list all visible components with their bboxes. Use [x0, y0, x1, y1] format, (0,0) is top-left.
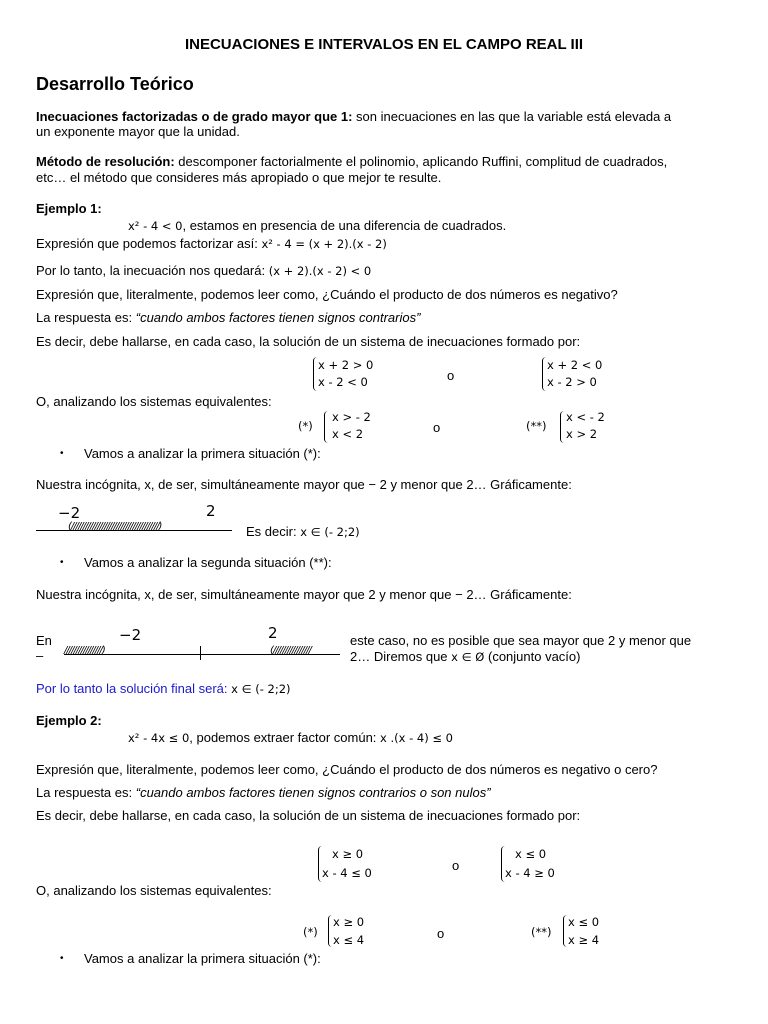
- graph-1-conclusion: [246, 524, 360, 539]
- tanto-text: Por lo tanto, la inecuación nos quedará:: [36, 263, 266, 278]
- equiv-a-line-1: x > - 2: [332, 410, 371, 424]
- graph-2-text-3: (conjunto vacío): [487, 649, 581, 664]
- graph-2-hatched-left: ////////////////): [64, 645, 105, 656]
- answer-text-2: “cuando ambos factores tienen signos contrarios o son nulos”: [135, 785, 491, 800]
- empty-set-math: x ∈ Ø: [451, 650, 485, 664]
- ex2-or-connector-2: o: [437, 926, 445, 941]
- graph-2-dash: –: [36, 648, 44, 663]
- graph-2-right-label: 2: [268, 624, 278, 642]
- ex2-or-connector: o: [452, 858, 460, 873]
- example-2-question: Expresión que, literalmente, podemos leer como, ¿Cuándo el producto de dos números es negativo o cero?: [36, 762, 658, 777]
- graph-1-hatched-interval: (/////////////////////////////////////): [68, 521, 162, 532]
- equiv-b-label: (**): [526, 419, 547, 433]
- system-a-line-1: x + 2 > 0: [318, 358, 374, 372]
- definition-line-1: [36, 109, 671, 124]
- bullet-first-case: Vamos a analizar la primera situación (*):: [84, 446, 321, 461]
- equivalent-systems-text: O, analizando los sistemas equivalentes:: [36, 394, 272, 409]
- system-b-line-1: x + 2 < 0: [547, 358, 603, 372]
- example-2-answer: [36, 785, 491, 800]
- or-connector: o: [447, 368, 455, 383]
- final-solution-math: x ∈ (- 2;2): [231, 682, 291, 696]
- bullet: •: [60, 953, 64, 964]
- or-connector-2: o: [433, 420, 441, 435]
- factor-text: Expresión que podemos factorizar así:: [36, 236, 258, 251]
- graph-2-text-1: este caso, no es posible que sea mayor que 2 y menor que: [350, 633, 692, 648]
- example-1-tanto-line: [36, 263, 371, 278]
- ex2-system-a-line-2: x - 4 ≤ 0: [322, 866, 372, 880]
- definition-text-1: son inecuaciones en las que la variable está elevada a: [352, 109, 672, 124]
- graph-2-text-2: 2… Diremos que: [350, 649, 448, 664]
- system-b-line-2: x - 2 > 0: [547, 375, 597, 389]
- answer-label-2: La respuesta es:: [36, 785, 136, 800]
- ex2-system-b-line-2: x - 4 ≥ 0: [505, 866, 555, 880]
- graph-1-es-decir: Es decir:: [246, 524, 297, 539]
- example-1-es-decir: Es decir, debe hallarse, en cada caso, la solución de un sistema de inecuaciones formado por:: [36, 334, 581, 349]
- ex2-equiv-a-line-1: x ≥ 0: [333, 915, 365, 929]
- graph-1-right-label: 2: [206, 502, 216, 520]
- answer-label: La respuesta es:: [36, 310, 136, 325]
- example-1-answer: [36, 310, 420, 325]
- tanto-math: (x + 2).(x - 2) < 0: [268, 264, 372, 278]
- system-a-line-2: x - 2 < 0: [318, 375, 368, 389]
- graph-2-hatched-right: (////////////////: [270, 645, 311, 656]
- case-2-description: Nuestra incógnita, x, de ser, simultáneamente mayor que 2 y menor que − 2… Gráficamente:: [36, 587, 572, 602]
- graph-2-center-tick: [200, 646, 201, 660]
- bullet: •: [60, 557, 64, 568]
- example-1-question: Expresión que, literalmente, podemos leer como, ¿Cuándo el producto de dos números es negativo?: [36, 287, 618, 302]
- graph-2-en: En: [36, 633, 52, 648]
- equiv-b-line-1: x < - 2: [566, 410, 605, 424]
- graph-1-left-label: −2: [58, 504, 81, 522]
- example-2-factor-math: x .(x - 4) ≤ 0: [380, 731, 453, 745]
- method-text-2: etc… el método que consideres más apropiado o que mejor te resulte.: [36, 170, 442, 185]
- example-1-statement-text: , estamos en presencia de una diferencia de cuadrados.: [182, 218, 507, 233]
- example-1-factor-line: [36, 236, 387, 251]
- ex2-bullet-first-case: Vamos a analizar la primera situación (*):: [84, 951, 321, 966]
- ex2-equiv-b-line-2: x ≥ 4: [568, 933, 600, 947]
- equiv-a-line-2: x < 2: [332, 427, 364, 441]
- example-1-statement: [128, 218, 506, 233]
- page-title: INECUACIONES E INTERVALOS EN EL CAMPO REAL III: [184, 36, 584, 53]
- graph-1-interval: x ∈ (- 2;2): [300, 525, 360, 539]
- method-term: Método de resolución:: [36, 154, 175, 169]
- bullet: •: [60, 448, 64, 459]
- bullet-second-case: Vamos a analizar la segunda situación (**):: [84, 555, 332, 570]
- graph-2-text-line-2: [350, 649, 580, 664]
- factor-math: x² - 4 = (x + 2).(x - 2): [261, 237, 387, 251]
- graph-2-left-label: −2: [119, 626, 142, 644]
- ex2-equiv-a-line-2: x ≤ 4: [333, 933, 365, 947]
- example-1-inequation: x² - 4 < 0: [128, 219, 183, 233]
- final-solution-text: Por lo tanto la solución final será:: [36, 681, 228, 696]
- example-2-inequation: x² - 4x ≤ 0: [128, 731, 190, 745]
- method-text-1: descomponer factorialmente el polinomio, aplicando Ruffini, complitud de cuadrados,: [174, 154, 668, 169]
- case-1-description: Nuestra incógnita, x, de ser, simultáneamente mayor que − 2 y menor que 2… Gráficamente:: [36, 477, 572, 492]
- example-2-label: Ejemplo 2:: [36, 713, 102, 728]
- definition-text-2: un exponente mayor que la unidad.: [36, 124, 240, 139]
- final-solution: [36, 681, 291, 696]
- answer-text: “cuando ambos factores tienen signos contrarios”: [135, 310, 421, 325]
- ex2-equiv-a-label: (*): [303, 925, 318, 939]
- equiv-b-line-2: x > 2: [566, 427, 598, 441]
- ex2-system-b-line-1: x ≤ 0: [515, 847, 547, 861]
- example-2-statement: [128, 730, 453, 745]
- ex2-equiv-b-line-1: x ≤ 0: [568, 915, 600, 929]
- example-2-statement-text: , podemos extraer factor común:: [189, 730, 377, 745]
- ex2-equivalent-systems-text: O, analizando los sistemas equivalentes:: [36, 883, 272, 898]
- ex2-system-a-line-1: x ≥ 0: [332, 847, 364, 861]
- example-2-es-decir: Es decir, debe hallarse, en cada caso, la solución de un sistema de inecuaciones formado por:: [36, 808, 581, 823]
- method-line-1: [36, 154, 667, 169]
- example-1-label: Ejemplo 1:: [36, 201, 102, 216]
- definition-term: Inecuaciones factorizadas o de grado mayor que 1:: [36, 109, 353, 124]
- section-heading: Desarrollo Teórico: [36, 74, 194, 94]
- ex2-equiv-b-label: (**): [531, 925, 552, 939]
- equiv-a-label: (*): [298, 419, 313, 433]
